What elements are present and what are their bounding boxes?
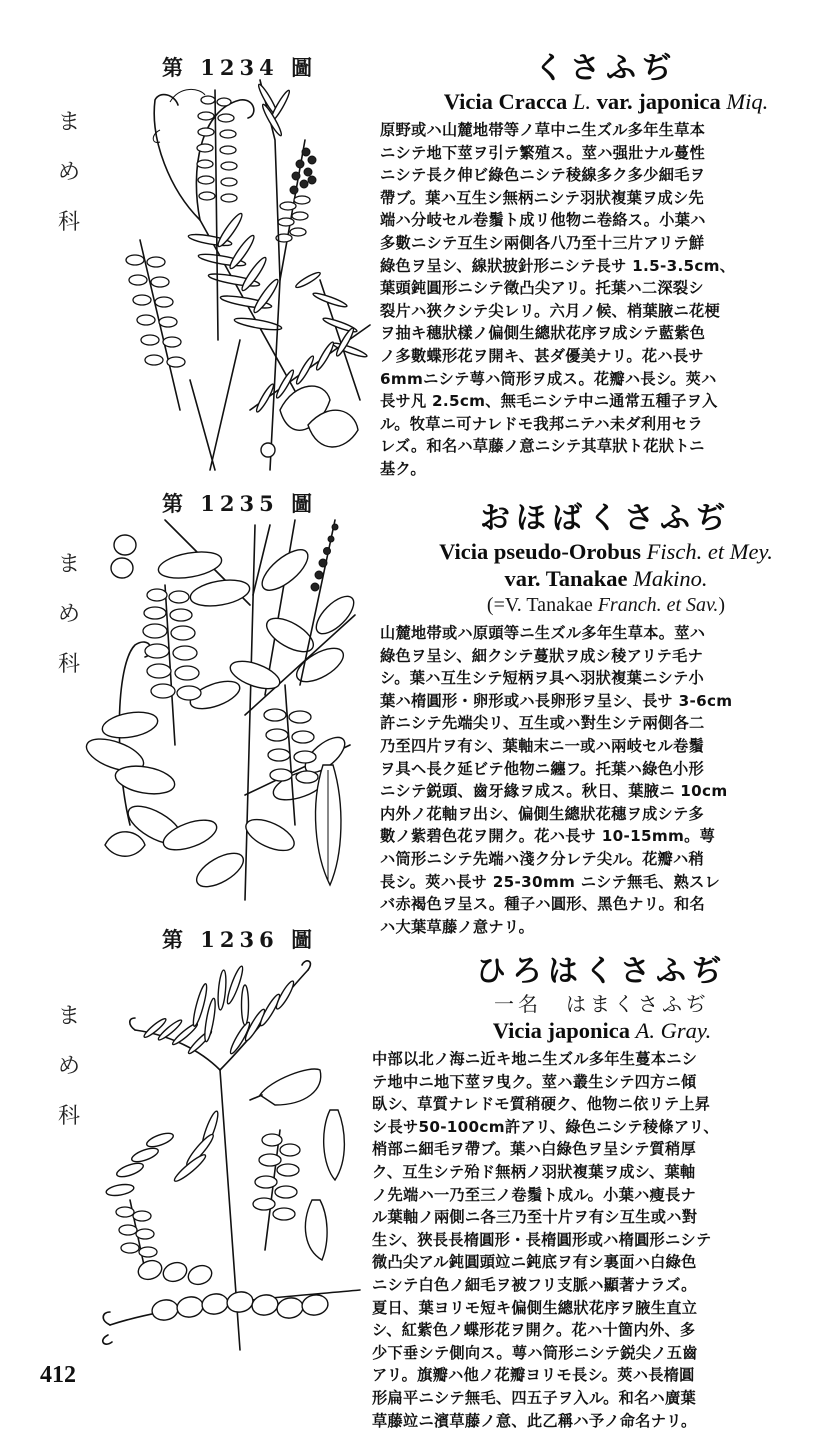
plant-illustration-vicia-japonica [90,950,370,1350]
description: 原野或ハ山麓地帯等ノ草中ニ生ズル多年生草本 ニシテ地下莖ヲ引テ繁殖ス。莖ハ强壯ナル蔓性 ニシテ長ク伸ビ綠色ニシテ稜線多ク多少細毛ヲ 帶ブ。葉ハ互生シ無柄ニシテ羽狀複葉ヲ成シ先 端ハ分岐セル卷鬚ト成リ他物ニ卷絡ス。小葉ハ 多數ニシテ互生シ兩側各八乃至十三片アリテ鮮 綠色ヲ呈シ、線狀披針形ニシテ長サ 1.5-3.5cm、 葉頭鈍圓形ニシテ徵凸尖アリ。托葉ハ二深裂シ 裂片ハ狹クシテ尖レリ。六月ノ候、梢葉腋ニ花梗 ヲ抽キ穗狀樣ノ偏側生總狀花序ヲ成シテ藍紫色 ノ多數蝶形花ヲ開キ、甚ダ優美ナリ。花ハ長サ 6mmニシテ萼ハ筒形ヲ成ス。花瓣ハ長シ。莢ハ 長サ凡 2.5cm、無毛ニシテ中ニ通常五種子ヲ入 ル。牧草ニ可ナレドモ我邦ニテハ未ダ利用セラ レズ。和名ハ草藤ノ意ニシテ其草狀ト花狀トニ 基ク。 [380,121,736,478]
figure-label: 第 1235 圖 [162,491,318,516]
family-label: ま め 科 [57,552,80,677]
figure-label: 第 1236 圖 [162,927,318,952]
scientific-name: Vicia pseudo-Orobus Fisch. et Mey. [439,539,773,564]
scientific-name: Vicia japonica A. Gray. [492,1018,712,1043]
family-label: ま め 科 [57,1004,80,1129]
japanese-name: ひろはくさふぢ [476,954,728,989]
description: 中部以北ノ海ニ近キ地ニ生ズル多年生蔓本ニシ テ地中ニ地下莖ヲ曳ク。莖ハ叢生シテ四方ニ傾 臥シ、草質ナレドモ質稍硬ク、他物ニ依リテ上昇 シ長サ50-100cm許アリ、綠色ニシテ稜條アリ、 梢部ニ細毛ヲ帶ブ。葉ハ白綠色ヲ呈シテ質稍厚 ク、互生シテ殆ド無柄ノ羽狀複葉ヲ成シ、葉軸 ノ先端ハ一乃至三ノ卷鬚ト成ル。小葉ハ瘦長ナ ル葉軸ノ兩側ニ各三乃至十片ヲ有シ互生或ハ對 生シ、狹長長楕圓形・長楕圓形或ハ楕圓形ニシテ 微凸尖アル鈍圓頭竝ニ鈍底ヲ有シ裏面ハ白綠色 ニシテ白色ノ細毛ヲ被フリ支脈ハ顯著ナラズ。 夏日、葉ヨリモ短キ偏側生總狀花序ヲ腋生直立 シ、紅紫色ノ蝶形花ヲ開ク。花ハ十箇内外、多 少下垂シテ側向ス。萼ハ筒形ニシテ鋭尖ノ五齒 アリ。旗瓣ハ他ノ花瓣ヨリモ長シ。莢ハ長楕圓 形扁平ニシテ無毛、四五子ヲ入ル。和名ハ廣葉 草藤竝ニ濱草藤ノ意、此乙稱ハ予ノ命名ナリ。 [372,1050,719,1430]
figure-label: 第 1234 圖 [162,55,318,80]
scientific-name-variety: var. Tanakae Makino. [504,566,708,591]
alternate-name: 一名 はまくさふぢ [494,992,710,1016]
synonym: (=V. Tanakae Franch. et Sav.) [486,594,726,616]
species-text-block [372,953,832,1432]
description: 山麓地帯或ハ原頭等ニ生ズル多年生草本。莖ハ 綠色ヲ呈シ、細クシテ蔓狀ヲ成シ稜アリテ毛ナ シ。葉ハ互生シテ短柄ヲ具ヘ羽狀複葉ニシテ小 葉ハ楕圓形・卵形或ハ長卵形ヲ呈シ、長サ 3-6cm 許ニシテ先端尖リ、互生或ハ對生シテ兩側各二 乃至四片ヲ有シ、葉軸末ニ一或ハ兩岐セル卷鬚 ヲ具ヘ長ク延ビテ他物ニ纏フ。托葉ハ綠色小形 ニシテ鋭頭、齒牙緣ヲ成ス。秋日、葉腋ニ 10cm 内外ノ花軸ヲ出シ、偏側生總狀花穗ヲ成シテ多 數ノ紫碧色花ヲ開ク。花ハ長サ 10-15mm。萼 ハ筒形ニシテ先端ハ淺ク分レテ尖ル。花瓣ハ稍 長シ。莢ハ長サ 25-30mm ニシテ無毛、熟スレ バ赤褐色ヲ呈ス。種子ハ圓形、黑色ナリ。和名 ハ大葉草藤ノ意ナリ。 [380,624,733,936]
family-label: ま め 科 [57,110,80,235]
page-number: 412 [40,1362,76,1388]
japanese-name: おほばくさふぢ [480,501,732,536]
scientific-name: Vicia Cracca L. var. japonica Miq. [443,89,769,114]
japanese-name: くさふぢ [534,51,678,86]
